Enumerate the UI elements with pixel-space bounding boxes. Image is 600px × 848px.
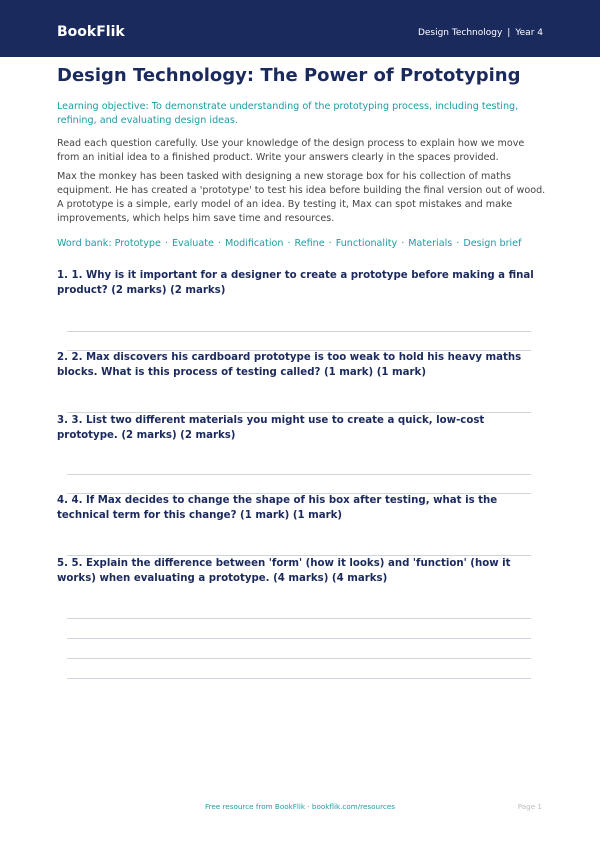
question-5: 5. 5. Explain the difference between 'form' (how it looks) and 'function' (how it works) when evaluating a prototype. (4 marks) (4 marks) bbox=[57, 558, 511, 584]
word-bank-separator: · bbox=[456, 238, 460, 249]
word-bank-separator: · bbox=[287, 238, 291, 249]
brand-logo[interactable]: BookFlik bbox=[57, 24, 125, 40]
word-bank-separator: · bbox=[328, 238, 332, 249]
answer-line[interactable] bbox=[67, 678, 531, 679]
word-bank-separator: · bbox=[217, 238, 221, 249]
word-bank-term: Functionality bbox=[335, 238, 398, 249]
word-bank-term: Refine bbox=[294, 238, 325, 249]
word-bank-separator: · bbox=[401, 238, 405, 249]
answer-line[interactable] bbox=[67, 331, 531, 332]
word-bank bbox=[57, 237, 547, 251]
question-3: 3. 3. List two different materials you might use to create a quick, low-cost prototype. (2 marks) (2 marks) bbox=[57, 415, 485, 441]
page-title: Design Technology: The Power of Prototyping bbox=[57, 65, 521, 86]
answer-line[interactable] bbox=[67, 618, 531, 619]
footer-credit[interactable]: Free resource from BookFlik · bookflik.com/resources bbox=[204, 802, 396, 811]
subject-label: Design Technology bbox=[417, 28, 503, 38]
meta-separator: | bbox=[507, 28, 511, 38]
instructions-paragraph: Read each question carefully. Use your knowledge of the design process to explain how we move from an initial idea to a finished product. Write your answers clearly in the spaces provided. bbox=[57, 138, 525, 163]
word-bank-term: Prototype bbox=[114, 238, 161, 249]
answer-line[interactable] bbox=[67, 658, 531, 659]
word-bank-separator: · bbox=[164, 238, 168, 249]
word-bank-term: Modification bbox=[224, 238, 284, 249]
question-1: 1. 1. Why is it important for a designer to create a prototype before making a final product? (2 marks) (2 marks) bbox=[57, 270, 534, 296]
answer-line[interactable] bbox=[67, 638, 531, 639]
scenario-paragraph: Max the monkey has been tasked with designing a new storage box for his collection of maths equipment. He has created a 'prototype' to test his idea before building the final version out of wood. A prototype is a simple, early model of an idea. By testing it, Max can spot mistakes and make improvements, which helps him save time and resources. bbox=[57, 171, 546, 224]
word-bank-term: Materials bbox=[408, 238, 453, 249]
word-bank-term: Design brief bbox=[463, 238, 522, 249]
word-bank-term: Evaluate bbox=[171, 238, 214, 249]
learning-objective: Learning objective: To demonstrate understanding of the prototyping process, including testing, refining, and evaluating design ideas. bbox=[57, 101, 519, 126]
header-meta bbox=[418, 27, 543, 39]
year-label: Year 4 bbox=[515, 28, 543, 38]
word-bank-label: Word bank: bbox=[57, 238, 112, 249]
page-number: Page 1 bbox=[517, 802, 542, 811]
header-bar bbox=[0, 0, 600, 57]
question-2: 2. 2. Max discovers his cardboard prototype is too weak to hold his heavy maths blocks. What is this process of testing called? (1 mark) (1 mark) bbox=[57, 352, 522, 378]
question-4: 4. 4. If Max decides to change the shape of his box after testing, what is the technical term for this change? (1 mark) (1 mark) bbox=[57, 495, 498, 521]
answer-line[interactable] bbox=[67, 474, 531, 475]
